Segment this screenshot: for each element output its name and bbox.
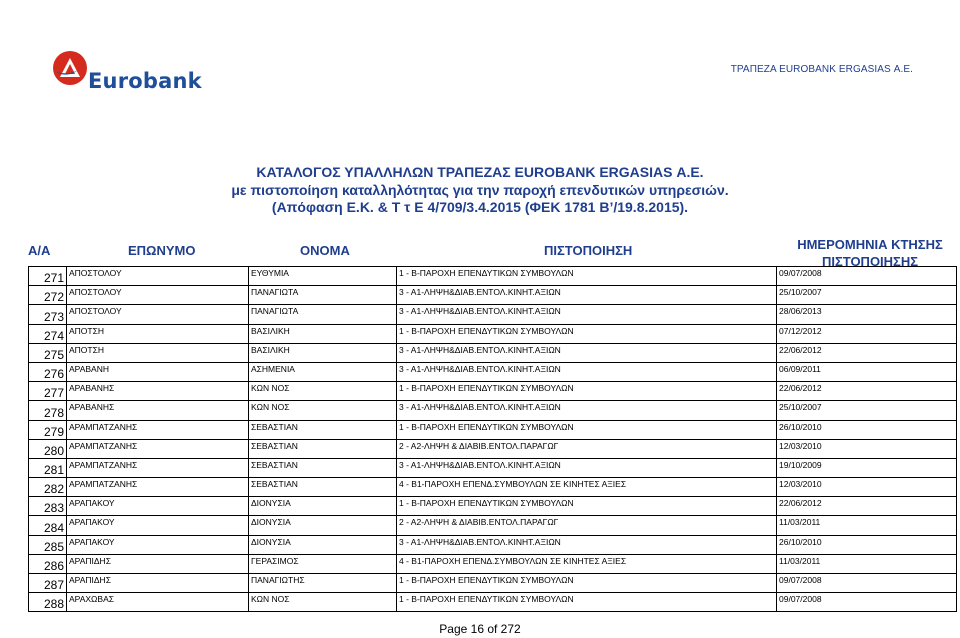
row-certification: 3 - Α1-ΛΗΨΗ&ΔΙΑΒ.ΕΝΤΟΛ.ΚΙΝΗΤ.ΑΞΙΩΝ (397, 458, 777, 477)
table-row (29, 401, 957, 420)
row-certification: 1 - Β-ΠΑΡΟΧΗ ΕΠΕΝΔΥΤΙΚΩΝ ΣΥΜΒΟΥΛΩΝ (397, 593, 777, 612)
row-surname: ΑΡΑΒΑΝΗ (67, 362, 249, 381)
row-name: ΚΩΝ ΝΟΣ (249, 593, 397, 612)
row-surname: ΑΡΑΜΠΑΤΖΑΝΗΣ (67, 458, 249, 477)
row-certification: 1 - Β-ΠΑΡΟΧΗ ΕΠΕΝΔΥΤΙΚΩΝ ΣΥΜΒΟΥΛΩΝ (397, 382, 777, 401)
row-surname: ΑΠΟΣΤΟΛΟΥ (67, 267, 249, 286)
table-row (29, 458, 957, 477)
row-name: ΠΑΝΑΓΙΩΤΗΣ (249, 574, 397, 593)
row-date: 11/03/2011 (777, 554, 957, 573)
row-name: ΔΙΟΝΥΣΙΑ (249, 497, 397, 516)
row-surname: ΑΠΟΤΣΗ (67, 324, 249, 343)
row-surname: ΑΡΑΠΑΚΟΥ (67, 516, 249, 535)
table-row (29, 324, 957, 343)
row-name: ΣΕΒΑΣΤΙΑΝ (249, 439, 397, 458)
row-date: 11/03/2011 (777, 516, 957, 535)
row-index: 287 (29, 574, 67, 593)
table-row (29, 593, 957, 612)
row-surname: ΑΠΟΣΤΟΛΟΥ (67, 286, 249, 305)
row-name: ΠΑΝΑΓΙΩΤΑ (249, 286, 397, 305)
table-row (29, 535, 957, 554)
eurobank-logo (52, 50, 202, 96)
row-index: 274 (29, 324, 67, 343)
company-name: ΤΡΑΠΕΖΑ EUROBANK ERGASIAS Α.Ε. (730, 64, 913, 75)
column-header-certification: ΠΙΣΤΟΠΟΙΗΣΗ (544, 243, 633, 258)
row-certification: 3 - Α1-ΛΗΨΗ&ΔΙΑΒ.ΕΝΤΟΛ.ΚΙΝΗΤ.ΑΞΙΩΝ (397, 535, 777, 554)
row-certification: 1 - Β-ΠΑΡΟΧΗ ΕΠΕΝΔΥΤΙΚΩΝ ΣΥΜΒΟΥΛΩΝ (397, 420, 777, 439)
column-header-index: Α/Α (28, 243, 51, 258)
table-row (29, 420, 957, 439)
row-index: 280 (29, 439, 67, 458)
table-row (29, 574, 957, 593)
table-row (29, 554, 957, 573)
row-surname: ΑΡΑΧΩΒΑΣ (67, 593, 249, 612)
row-index: 272 (29, 286, 67, 305)
table-row (29, 382, 957, 401)
row-certification: 1 - Β-ΠΑΡΟΧΗ ΕΠΕΝΔΥΤΙΚΩΝ ΣΥΜΒΟΥΛΩΝ (397, 574, 777, 593)
row-certification: 3 - Α1-ΛΗΨΗ&ΔΙΑΒ.ΕΝΤΟΛ.ΚΙΝΗΤ.ΑΞΙΩΝ (397, 362, 777, 381)
logo-wordmark: Eurobank (88, 69, 202, 93)
row-certification: 3 - Α1-ΛΗΨΗ&ΔΙΑΒ.ΕΝΤΟΛ.ΚΙΝΗΤ.ΑΞΙΩΝ (397, 286, 777, 305)
row-surname: ΑΠΟΣΤΟΛΟΥ (67, 305, 249, 324)
table-row (29, 497, 957, 516)
title-line-3: (Απόφαση Ε.Κ. & Τ τ Ε 4/709/3.4.2015 (ΦΕΚ 1781 Β’/19.8.2015). (271, 199, 689, 215)
row-certification: 1 - Β-ΠΑΡΟΧΗ ΕΠΕΝΔΥΤΙΚΩΝ ΣΥΜΒΟΥΛΩΝ (397, 267, 777, 286)
row-date: 28/06/2013 (777, 305, 957, 324)
row-date: 09/07/2008 (777, 574, 957, 593)
row-index: 282 (29, 478, 67, 497)
row-index: 288 (29, 593, 67, 612)
row-index: 281 (29, 458, 67, 477)
row-certification: 2 - Α2-ΛΗΨΗ & ΔΙΑΒΙΒ.ΕΝΤΟΛ.ΠΑΡΑΓΩΓ (397, 516, 777, 535)
employees-table (28, 266, 957, 612)
document-title (0, 164, 960, 217)
row-index: 278 (29, 401, 67, 420)
row-certification: 4 - Β1-ΠΑΡΟΧΗ ΕΠΕΝΔ.ΣΥΜΒΟΥΛΩΝ ΣΕ ΚΙΝΗΤΕΣ ΑΞΙΕΣ (397, 478, 777, 497)
table-row (29, 478, 957, 497)
column-header-date-line1: ΗΜΕΡΟΜΗΝΙΑ ΚΤΗΣΗΣ (797, 237, 943, 252)
row-name: ΚΩΝ ΝΟΣ (249, 401, 397, 420)
row-surname: ΑΠΟΤΣΗ (67, 343, 249, 362)
row-date: 12/03/2010 (777, 439, 957, 458)
row-surname: ΑΡΑΠΑΚΟΥ (67, 497, 249, 516)
row-index: 279 (29, 420, 67, 439)
row-certification: 2 - Α2-ΛΗΨΗ & ΔΙΑΒΙΒ.ΕΝΤΟΛ.ΠΑΡΑΓΩΓ (397, 439, 777, 458)
row-date: 22/06/2012 (777, 382, 957, 401)
title-line-2: με πιστοποίηση καταλληλότητας για την παροχή επενδυτικών υπηρεσιών. (231, 181, 729, 198)
row-index: 271 (29, 267, 67, 286)
table-row (29, 362, 957, 381)
column-header-surname: ΕΠΩΝΥΜΟ (128, 243, 196, 258)
row-certification: 1 - Β-ΠΑΡΟΧΗ ΕΠΕΝΔΥΤΙΚΩΝ ΣΥΜΒΟΥΛΩΝ (397, 324, 777, 343)
employees-table-body (29, 267, 957, 612)
row-name: ΣΕΒΑΣΤΙΑΝ (249, 420, 397, 439)
row-date: 07/12/2012 (777, 324, 957, 343)
row-name: ΒΑΣΙΛΙΚΗ (249, 324, 397, 343)
row-date: 26/10/2010 (777, 535, 957, 554)
table-row (29, 516, 957, 535)
row-index: 276 (29, 362, 67, 381)
row-certification: 3 - Α1-ΛΗΨΗ&ΔΙΑΒ.ΕΝΤΟΛ.ΚΙΝΗΤ.ΑΞΙΩΝ (397, 401, 777, 420)
row-date: 06/09/2011 (777, 362, 957, 381)
row-date: 22/06/2012 (777, 497, 957, 516)
table-row (29, 343, 957, 362)
row-surname: ΑΡΑΜΠΑΤΖΑΝΗΣ (67, 420, 249, 439)
row-name: ΣΕΒΑΣΤΙΑΝ (249, 458, 397, 477)
row-date: 22/06/2012 (777, 343, 957, 362)
row-surname: ΑΡΑΒΑΝΗΣ (67, 401, 249, 420)
column-header-date-line2: ΠΙΣΤΟΠΟΙΗΣΗΣ (821, 254, 919, 269)
row-surname: ΑΡΑΠΑΚΟΥ (67, 535, 249, 554)
row-name: ΓΕΡΑΣΙΜΟΣ (249, 554, 397, 573)
row-name: ΔΙΟΝΥΣΙΑ (249, 535, 397, 554)
row-surname: ΑΡΑΠΙΔΗΣ (67, 574, 249, 593)
row-certification: 3 - Α1-ΛΗΨΗ&ΔΙΑΒ.ΕΝΤΟΛ.ΚΙΝΗΤ.ΑΞΙΩΝ (397, 305, 777, 324)
row-name: ΚΩΝ ΝΟΣ (249, 382, 397, 401)
table-row (29, 286, 957, 305)
row-certification: 4 - Β1-ΠΑΡΟΧΗ ΕΠΕΝΔ.ΣΥΜΒΟΥΛΩΝ ΣΕ ΚΙΝΗΤΕΣ ΑΞΙΕΣ (397, 554, 777, 573)
row-surname: ΑΡΑΜΠΑΤΖΑΝΗΣ (67, 439, 249, 458)
row-surname: ΑΡΑΠΙΔΗΣ (67, 554, 249, 573)
row-date: 09/07/2008 (777, 267, 957, 286)
row-index: 275 (29, 343, 67, 362)
row-index: 277 (29, 382, 67, 401)
column-header-name: ΟΝΟΜΑ (300, 243, 350, 258)
eurobank-logo-icon (52, 50, 88, 86)
row-name: ΑΣΗΜΕΝΙΑ (249, 362, 397, 381)
row-surname: ΑΡΑΒΑΝΗΣ (67, 382, 249, 401)
row-name: ΔΙΟΝΥΣΙΑ (249, 516, 397, 535)
row-certification: 1 - Β-ΠΑΡΟΧΗ ΕΠΕΝΔΥΤΙΚΩΝ ΣΥΜΒΟΥΛΩΝ (397, 497, 777, 516)
row-name: ΒΑΣΙΛΙΚΗ (249, 343, 397, 362)
row-date: 09/07/2008 (777, 593, 957, 612)
table-row (29, 267, 957, 286)
row-index: 283 (29, 497, 67, 516)
row-date: 26/10/2010 (777, 420, 957, 439)
row-index: 284 (29, 516, 67, 535)
column-header-date (785, 236, 955, 270)
row-index: 273 (29, 305, 67, 324)
row-surname: ΑΡΑΜΠΑΤΖΑΝΗΣ (67, 478, 249, 497)
row-name: ΠΑΝΑΓΙΩΤΑ (249, 305, 397, 324)
row-name: ΕΥΘΥΜΙΑ (249, 267, 397, 286)
row-certification: 3 - Α1-ΛΗΨΗ&ΔΙΑΒ.ΕΝΤΟΛ.ΚΙΝΗΤ.ΑΞΙΩΝ (397, 343, 777, 362)
row-name: ΣΕΒΑΣΤΙΑΝ (249, 478, 397, 497)
row-date: 25/10/2007 (777, 286, 957, 305)
row-date: 12/03/2010 (777, 478, 957, 497)
table-row (29, 439, 957, 458)
row-date: 19/10/2009 (777, 458, 957, 477)
title-line-1: ΚΑΤΑΛΟΓΟΣ ΥΠΑΛΛΗΛΩΝ ΤΡΑΠΕΖΑΣ EUROBANK ERGASIAS Α.Ε. (256, 164, 704, 180)
table-row (29, 305, 957, 324)
page-number: Page 16 of 272 (439, 622, 521, 636)
row-index: 285 (29, 535, 67, 554)
row-index: 286 (29, 554, 67, 573)
row-date: 25/10/2007 (777, 401, 957, 420)
